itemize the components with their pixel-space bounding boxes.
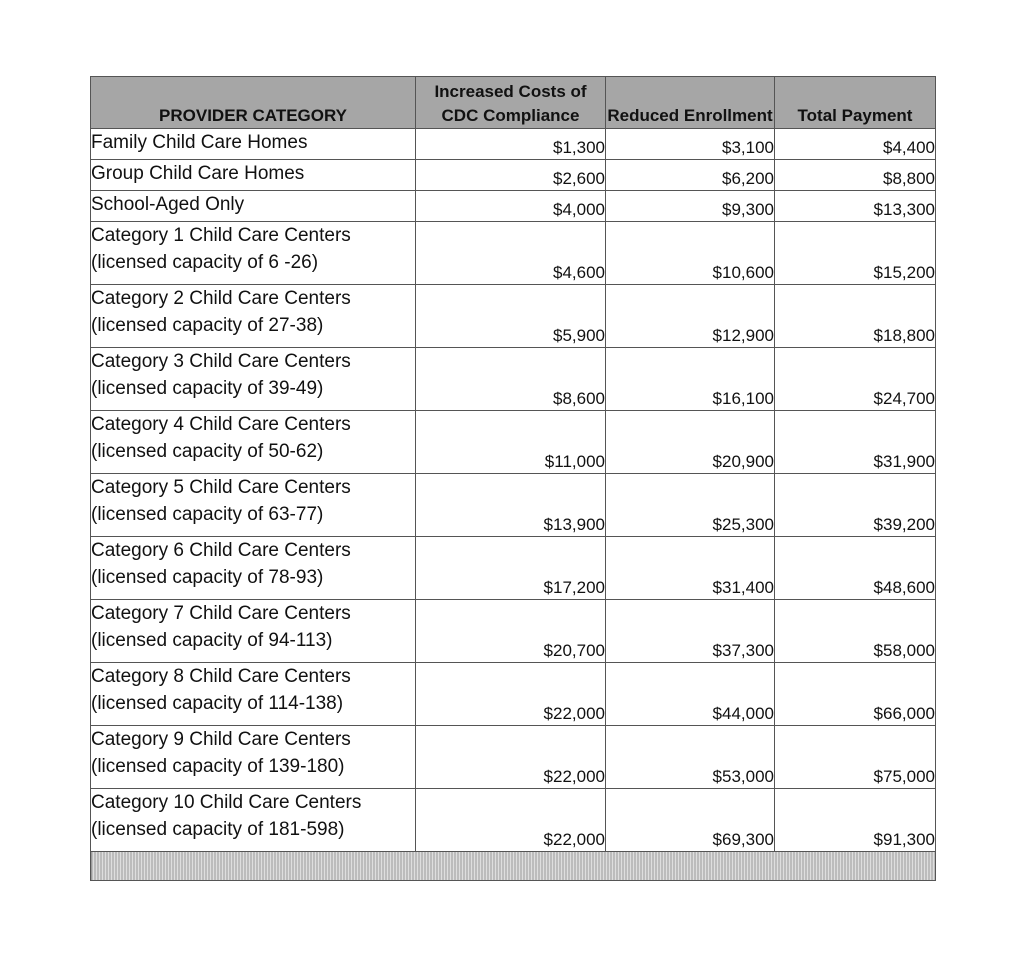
category-name: School-Aged Only [91, 194, 245, 215]
table-row [91, 348, 936, 411]
payment-table [90, 76, 936, 881]
provider-category-cell [91, 789, 416, 852]
provider-category-cell [91, 285, 416, 348]
reduced-enrollment-cell: $69,300 [606, 789, 775, 852]
cdc-compliance-cell: $13,900 [416, 474, 606, 537]
licensed-capacity: (licensed capacity of 50-62) [91, 441, 324, 462]
total-payment-cell: $58,000 [775, 600, 936, 663]
total-payment-cell: $13,300 [775, 191, 936, 222]
cdc-compliance-cell: $5,900 [416, 285, 606, 348]
cdc-compliance-cell: $1,300 [416, 129, 606, 160]
cdc-compliance-cell: $8,600 [416, 348, 606, 411]
licensed-capacity: (licensed capacity of 114-138) [91, 693, 344, 714]
reduced-enrollment-cell: $6,200 [606, 160, 775, 191]
table-row [91, 411, 936, 474]
category-name: Category 5 Child Care Centers [91, 477, 351, 498]
reduced-enrollment-cell: $25,300 [606, 474, 775, 537]
provider-category-cell [91, 663, 416, 726]
provider-category-cell [91, 600, 416, 663]
category-name: Category 7 Child Care Centers [91, 603, 351, 624]
licensed-capacity: (licensed capacity of 6 -26) [91, 252, 319, 273]
reduced-enrollment-cell: $16,100 [606, 348, 775, 411]
reduced-enrollment-cell: $3,100 [606, 129, 775, 160]
category-name: Category 9 Child Care Centers [91, 729, 351, 750]
total-payment-cell: $18,800 [775, 285, 936, 348]
total-payment-cell: $8,800 [775, 160, 936, 191]
total-payment-cell: $31,900 [775, 411, 936, 474]
reduced-enrollment-cell: $44,000 [606, 663, 775, 726]
table-row [91, 600, 936, 663]
provider-category-cell [91, 222, 416, 285]
provider-category-cell [91, 411, 416, 474]
table-row [91, 663, 936, 726]
licensed-capacity: (licensed capacity of 94-113) [91, 630, 333, 651]
category-name: Category 8 Child Care Centers [91, 666, 351, 687]
reduced-enrollment-cell: $31,400 [606, 537, 775, 600]
header-reduced-enrollment: Reduced Enrollment [606, 77, 775, 129]
reduced-enrollment-cell: $37,300 [606, 600, 775, 663]
category-name: Group Child Care Homes [91, 163, 305, 184]
total-payment-cell: $39,200 [775, 474, 936, 537]
provider-category-cell [91, 129, 416, 160]
provider-category-cell [91, 348, 416, 411]
licensed-capacity: (licensed capacity of 39-49) [91, 378, 324, 399]
licensed-capacity: (licensed capacity of 181-598) [91, 819, 345, 840]
cdc-compliance-cell: $4,000 [416, 191, 606, 222]
cdc-compliance-cell: $2,600 [416, 160, 606, 191]
cdc-compliance-cell: $4,600 [416, 222, 606, 285]
reduced-enrollment-cell: $20,900 [606, 411, 775, 474]
table-row [91, 222, 936, 285]
category-name: Category 4 Child Care Centers [91, 414, 351, 435]
licensed-capacity: (licensed capacity of 78-93) [91, 567, 324, 588]
header-provider-category: PROVIDER CATEGORY [91, 77, 416, 129]
table-row [91, 285, 936, 348]
total-payment-cell: $48,600 [775, 537, 936, 600]
table-row [91, 191, 936, 222]
total-payment-cell: $75,000 [775, 726, 936, 789]
category-name: Category 1 Child Care Centers [91, 225, 351, 246]
reduced-enrollment-cell: $9,300 [606, 191, 775, 222]
licensed-capacity: (licensed capacity of 139-180) [91, 756, 345, 777]
reduced-enrollment-cell: $10,600 [606, 222, 775, 285]
table-row [91, 789, 936, 852]
header-total-payment: Total Payment [775, 77, 936, 129]
cdc-compliance-cell: $22,000 [416, 726, 606, 789]
provider-category-cell [91, 537, 416, 600]
table-row [91, 537, 936, 600]
total-payment-cell: $91,300 [775, 789, 936, 852]
cdc-compliance-cell: $11,000 [416, 411, 606, 474]
category-name: Category 6 Child Care Centers [91, 540, 351, 561]
total-payment-cell: $24,700 [775, 348, 936, 411]
cdc-compliance-cell: $22,000 [416, 663, 606, 726]
provider-category-cell [91, 474, 416, 537]
reduced-enrollment-cell: $12,900 [606, 285, 775, 348]
provider-category-cell [91, 191, 416, 222]
footer-pattern [91, 852, 936, 881]
total-payment-cell: $15,200 [775, 222, 936, 285]
licensed-capacity: (licensed capacity of 27-38) [91, 315, 324, 336]
table-row [91, 129, 936, 160]
category-name: Category 3 Child Care Centers [91, 351, 351, 372]
licensed-capacity: (licensed capacity of 63-77) [91, 504, 324, 525]
provider-category-cell [91, 160, 416, 191]
category-name: Family Child Care Homes [91, 132, 308, 153]
table-row [91, 474, 936, 537]
total-payment-cell: $66,000 [775, 663, 936, 726]
table-body [91, 129, 936, 852]
header-row [91, 77, 936, 129]
category-name: Category 10 Child Care Centers [91, 792, 362, 813]
total-payment-cell: $4,400 [775, 129, 936, 160]
cdc-compliance-cell: $17,200 [416, 537, 606, 600]
footer-row [91, 852, 936, 881]
provider-category-cell [91, 726, 416, 789]
header-cdc-compliance: Increased Costs of CDC Compliance [416, 77, 606, 129]
table-row [91, 160, 936, 191]
reduced-enrollment-cell: $53,000 [606, 726, 775, 789]
cdc-compliance-cell: $22,000 [416, 789, 606, 852]
table-row [91, 726, 936, 789]
category-name: Category 2 Child Care Centers [91, 288, 351, 309]
cdc-compliance-cell: $20,700 [416, 600, 606, 663]
